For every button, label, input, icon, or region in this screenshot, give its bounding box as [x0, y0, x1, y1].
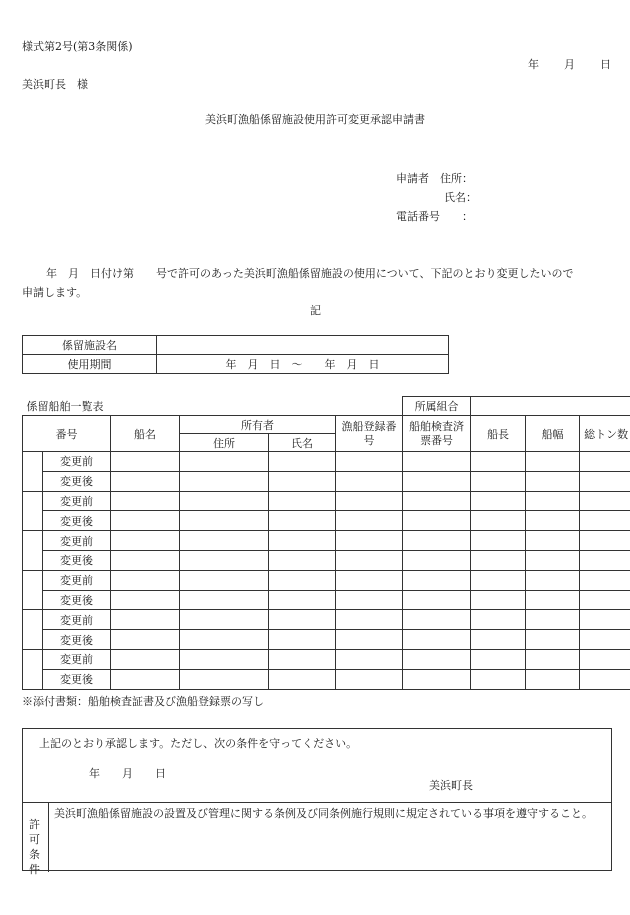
- header-ship-name: 船名: [111, 416, 180, 452]
- vessel-row: [23, 649, 630, 669]
- vessel-cell: [269, 649, 336, 669]
- condition-label-cell: [22, 803, 49, 876]
- vessel-cell: [471, 570, 526, 590]
- vessel-cell: [180, 649, 269, 669]
- vessel-cell: [111, 452, 180, 472]
- vessel-cell: [471, 550, 526, 570]
- vessel-cell: [111, 471, 180, 491]
- vessel-cell: [111, 649, 180, 669]
- vessel-cell: [180, 590, 269, 610]
- form-number: 様式第2号(第3条関係): [22, 40, 133, 53]
- vessel-cell: [403, 610, 471, 630]
- vessel-table: [22, 396, 630, 690]
- vessel-cell: [580, 471, 630, 491]
- date-line: 年 月 日: [528, 58, 612, 71]
- change-after-label: 変更後: [43, 590, 111, 610]
- vessel-row: [23, 590, 630, 610]
- header-name: 氏名: [269, 434, 336, 452]
- change-before-label: 変更前: [43, 452, 111, 472]
- vessel-row: [23, 610, 630, 630]
- vessel-cell: [580, 590, 630, 610]
- vessel-cell: [471, 511, 526, 531]
- vessel-cell: [111, 550, 180, 570]
- vessel-cell: [180, 630, 269, 650]
- condition-text: 美浜町漁船係留施設の設置及び管理に関する条例及び同条例施行規則に規定されている事項を遵守すること。: [54, 807, 593, 820]
- header-number: 番号: [23, 416, 111, 452]
- vessel-cell: [526, 610, 580, 630]
- vessel-cell: [180, 452, 269, 472]
- vessel-cell: [180, 491, 269, 511]
- vessel-cell: [403, 550, 471, 570]
- page-title: 美浜町漁船係留施設使用許可変更承認申請書: [205, 113, 425, 126]
- vessel-cell: [269, 550, 336, 570]
- vessel-cell: [526, 550, 580, 570]
- body-text-line2: 申請します。: [22, 286, 88, 299]
- approval-box: [22, 728, 612, 876]
- change-after-label: 変更後: [43, 630, 111, 650]
- applicant-phone-label: 電話番号 ：: [396, 210, 473, 223]
- vessel-cell: [403, 590, 471, 610]
- vessel-cell: [526, 669, 580, 689]
- change-before-label: 変更前: [43, 531, 111, 551]
- vessel-cell: [403, 471, 471, 491]
- vessel-cell: [111, 590, 180, 610]
- attachment-note: ※添付書類：船舶検査証書及び漁船登録票の写し: [22, 695, 264, 708]
- vessel-cell: [526, 452, 580, 472]
- vessel-cell: [111, 630, 180, 650]
- vessel-row: [23, 630, 630, 650]
- change-after-label: 変更後: [43, 471, 111, 491]
- vessel-cell: [336, 669, 403, 689]
- vessel-cell: [580, 610, 630, 630]
- vessel-row: [23, 511, 630, 531]
- approval-date: 年 月 日: [89, 767, 166, 780]
- period-value: 年 月 日 ～ 年 月 日: [157, 355, 449, 374]
- row-number-cell: [23, 649, 43, 689]
- vessel-cell: [336, 511, 403, 531]
- vessel-cell: [111, 511, 180, 531]
- vessel-row: [23, 471, 630, 491]
- condition-row: [22, 802, 612, 876]
- header-tonnage: 総トン数: [580, 416, 630, 452]
- header-address: 住所: [180, 434, 269, 452]
- vessel-cell: [403, 630, 471, 650]
- vessel-cell: [526, 511, 580, 531]
- vessel-cell: [580, 531, 630, 551]
- vessel-cell: [111, 669, 180, 689]
- vessel-cell: [471, 649, 526, 669]
- vessel-row: [23, 669, 630, 689]
- vessel-cell: [180, 570, 269, 590]
- vessel-cell: [180, 669, 269, 689]
- facility-table: [22, 335, 449, 374]
- vessel-cell: [336, 491, 403, 511]
- header-length: 船長: [471, 416, 526, 452]
- vessel-cell: [526, 630, 580, 650]
- vessel-row: [23, 491, 630, 511]
- vessel-cell: [580, 491, 630, 511]
- vessel-cell: [111, 570, 180, 590]
- facility-name-label: 係留施設名: [23, 336, 157, 355]
- union-value: [471, 397, 630, 416]
- header-width: 船幅: [526, 416, 580, 452]
- facility-name-value: [157, 336, 449, 355]
- vessel-cell: [269, 452, 336, 472]
- vessel-cell: [269, 610, 336, 630]
- addressee: 美浜町長 様: [22, 78, 88, 91]
- vessel-cell: [269, 669, 336, 689]
- vessel-cell: [180, 511, 269, 531]
- vessel-cell: [471, 471, 526, 491]
- vessel-cell: [111, 531, 180, 551]
- vessel-cell: [403, 491, 471, 511]
- vessel-cell: [336, 649, 403, 669]
- vessel-cell: [269, 590, 336, 610]
- vessel-cell: [336, 452, 403, 472]
- change-before-label: 変更前: [43, 491, 111, 511]
- row-number-cell: [23, 531, 43, 571]
- vessel-cell: [580, 630, 630, 650]
- vessel-row: [23, 452, 630, 472]
- vessel-table-caption: 係留船舶一覧表: [23, 397, 403, 416]
- vessel-cell: [526, 491, 580, 511]
- header-registration: 漁船登録番号: [336, 416, 403, 452]
- vessel-cell: [403, 669, 471, 689]
- vessel-cell: [269, 491, 336, 511]
- period-label: 使用期間: [23, 355, 157, 374]
- vessel-cell: [580, 550, 630, 570]
- vessel-cell: [403, 452, 471, 472]
- body-text-line1: 年 月 日付け第 号で許可のあった美浜町漁船係留施設の使用について、下記のとおり変更したいので: [46, 267, 574, 280]
- change-before-label: 変更前: [43, 649, 111, 669]
- vessel-cell: [471, 669, 526, 689]
- vessel-cell: [580, 452, 630, 472]
- vessel-row: [23, 570, 630, 590]
- change-before-label: 変更前: [43, 610, 111, 630]
- vessel-cell: [471, 590, 526, 610]
- change-after-label: 変更後: [43, 669, 111, 689]
- vessel-cell: [526, 570, 580, 590]
- row-number-cell: [23, 610, 43, 650]
- vessel-cell: [403, 570, 471, 590]
- vessel-cell: [336, 610, 403, 630]
- condition-label: 許可条件: [29, 818, 40, 876]
- change-before-label: 変更前: [43, 570, 111, 590]
- applicant-address-label: 申請者 住所：: [396, 172, 473, 185]
- vessel-cell: [336, 550, 403, 570]
- vessel-cell: [111, 491, 180, 511]
- vessel-cell: [580, 511, 630, 531]
- vessel-cell: [269, 511, 336, 531]
- vessel-cell: [336, 590, 403, 610]
- vessel-cell: [269, 531, 336, 551]
- union-label: 所属組合: [403, 397, 471, 416]
- vessel-cell: [336, 471, 403, 491]
- vessel-row: [23, 550, 630, 570]
- vessel-cell: [471, 630, 526, 650]
- vessel-cell: [180, 531, 269, 551]
- vessel-cell: [336, 630, 403, 650]
- vessel-cell: [180, 610, 269, 630]
- vessel-cell: [111, 610, 180, 630]
- applicant-name-label: 氏名：: [444, 191, 477, 204]
- vessel-cell: [526, 531, 580, 551]
- vessel-cell: [580, 669, 630, 689]
- vessel-row: [23, 531, 630, 551]
- row-number-cell: [23, 491, 43, 531]
- vessel-cell: [580, 649, 630, 669]
- change-after-label: 変更後: [43, 550, 111, 570]
- vessel-cell: [580, 570, 630, 590]
- change-after-label: 変更後: [43, 511, 111, 531]
- vessel-cell: [471, 491, 526, 511]
- approval-signer: 美浜町長: [429, 779, 473, 792]
- vessel-cell: [269, 630, 336, 650]
- vessel-cell: [471, 452, 526, 472]
- vessel-cell: [403, 649, 471, 669]
- vessel-cell: [269, 570, 336, 590]
- ki-label: 記: [310, 304, 321, 317]
- header-inspection: 船舶検査済票番号: [403, 416, 471, 452]
- vessel-cell: [180, 471, 269, 491]
- vessel-cell: [336, 570, 403, 590]
- approval-text: 上記のとおり承認します。ただし、次の条件を守ってください。: [39, 737, 358, 750]
- vessel-cell: [471, 610, 526, 630]
- vessel-cell: [471, 531, 526, 551]
- row-number-cell: [23, 570, 43, 610]
- header-owner: 所有者: [180, 416, 336, 434]
- vessel-cell: [526, 471, 580, 491]
- vessel-cell: [180, 550, 269, 570]
- vessel-cell: [403, 531, 471, 551]
- row-number-cell: [23, 452, 43, 492]
- vessel-cell: [526, 649, 580, 669]
- vessel-cell: [403, 511, 471, 531]
- vessel-cell: [269, 471, 336, 491]
- vessel-cell: [526, 590, 580, 610]
- vessel-cell: [336, 531, 403, 551]
